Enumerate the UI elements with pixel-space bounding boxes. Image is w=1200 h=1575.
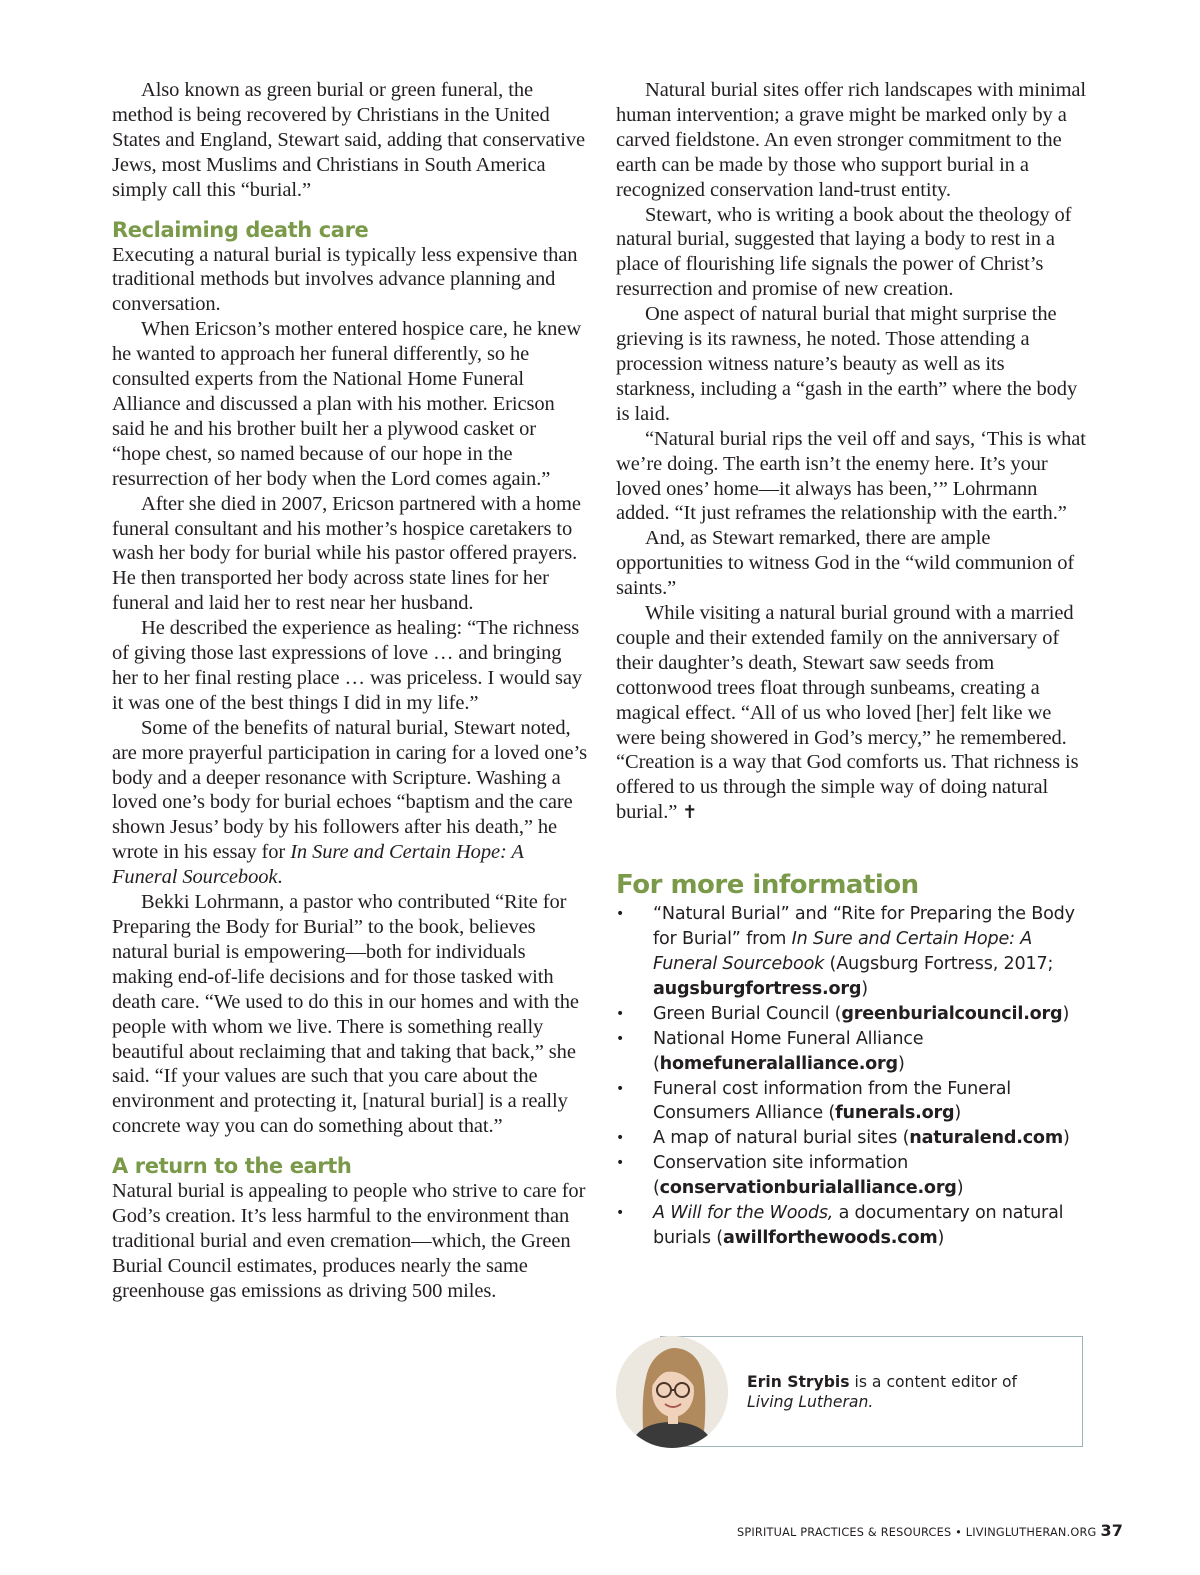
page-number: 37 bbox=[1100, 1521, 1124, 1540]
paragraph-text: While visiting a natural burial ground with a married couple and their extended family on the anniversary of their daughter’s death, Stewart saw seeds from cottonwood trees float through sunbeams, creating a magical effect. “All of us who loved [her] felt like we were being showered in God’s mercy,” he remembered. “Creation is a way that God comforts us. That richness is offered to us through the simple way of doing natural burial.” bbox=[616, 602, 1079, 824]
body-paragraph: “Natural burial rips the veil off and says, ‘This is what we’re doing. The earth isn’t the enemy here. It’s your loved ones’ home—it always has been,’” Lohrmann added. “It just reframes the relationship with the earth.” bbox=[616, 427, 1086, 525]
author-portrait-icon bbox=[616, 1336, 728, 1448]
link-homefuneralalliance[interactable]: homefuneralalliance.org bbox=[659, 1053, 898, 1074]
item-text: ) bbox=[897, 1053, 905, 1074]
item-text: (Augsburg Fortress, 2017; bbox=[824, 954, 1054, 974]
item-text: ) bbox=[954, 1103, 962, 1124]
list-item bbox=[616, 1151, 1088, 1201]
body-paragraph bbox=[616, 601, 1088, 826]
list-item bbox=[616, 1027, 1088, 1077]
item-text: National Home Funeral Alliance ( bbox=[653, 1028, 924, 1074]
item-text: A map of natural burial sites ( bbox=[653, 1128, 910, 1149]
page-footer bbox=[737, 1521, 1123, 1540]
link-naturalend[interactable]: naturalend.com bbox=[909, 1128, 1063, 1149]
item-text: ) bbox=[1062, 1128, 1070, 1149]
link-augsburgfortress[interactable]: augsburgfortress.org bbox=[653, 978, 862, 999]
item-text: ) bbox=[1062, 1003, 1070, 1024]
body-paragraph: When Ericson’s mother entered hospice care, he knew he wanted to approach her funeral differently, so he consulted experts from the National Home Funeral Alliance and discussed a plan with his mother. Ericson said he and his brother built her a plywood casket or “hope chest, so named because of our hope in the resurrection of her body when the Lord comes again.” bbox=[112, 318, 582, 490]
item-text: “Natural Burial” and “Rite for Preparing the Body for Burial” from bbox=[653, 904, 1075, 950]
author-name: Erin Strybis bbox=[747, 1373, 850, 1391]
list-item bbox=[616, 1126, 1088, 1151]
footer-section: SPIRITUAL PRACTICES & RESOURCES bbox=[737, 1526, 952, 1539]
body-paragraph: Also known as green burial or green funeral, the method is being recovered by Christians in the United States and England, Stewart said, adding that conservative Jews, most Muslims and Christians in South America simply call this “burial.” bbox=[112, 79, 585, 201]
publication-name: Living Lutheran. bbox=[747, 1393, 874, 1411]
body-paragraph: Stewart, who is writing a book about the theology of natural burial, suggested that laying a body to rest in a place of flourishing life signals the power of Christ’s resurrection and promise of new creation. bbox=[616, 203, 1072, 301]
period: . bbox=[277, 866, 283, 889]
book-title: In Sure and Certain Hope: A Funeral Sourcebook bbox=[112, 841, 524, 889]
body-paragraph: Natural burial is appealing to people who strive to care for God’s creation. It’s less harmful to the environment than traditional burial and even cremation—which, the Green Burial Council estimates, produces nearly the same greenhouse gas emissions as driving 500 miles. bbox=[112, 1180, 586, 1302]
left-column bbox=[112, 78, 587, 1304]
item-text: Funeral cost information from the Funeral Consumers Alliance ( bbox=[653, 1078, 1011, 1124]
list-item bbox=[616, 902, 1088, 1002]
body-paragraph: One aspect of natural burial that might surprise the grieving is its rawness, he noted. Those attending a procession witness nature’s beauty as well as its starkness, including a “gash in the earth” where the body is laid. bbox=[616, 303, 1078, 425]
list-item bbox=[616, 1201, 1088, 1251]
item-text: Green Burial Council ( bbox=[653, 1003, 842, 1024]
more-info-list bbox=[616, 902, 1088, 1251]
portrait-drawing bbox=[616, 1336, 728, 1448]
paragraph-text: Some of the benefits of natural burial, Stewart noted, are more prayerful participation in caring for a loved one’s body and a deeper resonance with Scripture. Washing a loved one’s body for burial echoes “baptism and the care shown Jesus’ body by his followers after his death,” he wrote in his essay for bbox=[112, 716, 587, 864]
link-awillforthewoods[interactable]: awillforthewoods.com bbox=[722, 1227, 938, 1248]
section-heading-return: A return to the earth bbox=[112, 1154, 352, 1179]
link-conservationburialalliance[interactable]: conservationburialalliance.org bbox=[659, 1178, 957, 1199]
item-text: ) bbox=[937, 1227, 945, 1248]
body-paragraph: He described the experience as healing: “The richness of giving those last expressions of love … and bringing her to her final resting place … was priceless. I would say it was one of the best things I did in my life.” bbox=[112, 617, 583, 714]
author-bio-text bbox=[747, 1372, 1067, 1412]
more-info-heading: For more information bbox=[616, 870, 919, 901]
body-paragraph: Bekki Lohrmann, a pastor who contributed “Rite for Preparing the Body for Burial” to the book, believes natural burial is empowering—both for individuals making end-of-life decisions and for those tasked with death care. “We used to do this in our homes and with the people with whom we live. There is something really beautiful about reclaiming that and taking that back,” she said. “If your values are such that you care about the environment and protecting it, [natural burial] is a really concrete way you can do something about that.” bbox=[112, 891, 579, 1138]
list-item bbox=[616, 1002, 1088, 1027]
body-paragraph: And, as Stewart remarked, there are ample opportunities to witness God in the “wild communion of saints.” bbox=[616, 527, 1075, 600]
cross-icon: ✝ bbox=[682, 802, 698, 824]
item-text: a documentary on natural burials ( bbox=[653, 1203, 1064, 1248]
body-paragraph: Natural burial sites offer rich landscapes with minimal human intervention; a grave might be marked only by a carved fieldstone. An even stronger commitment to the earth can be made by those who support burial in a recognized conservation land-trust entity. bbox=[616, 79, 1087, 201]
link-greenburialcouncil[interactable]: greenburialcouncil.org bbox=[841, 1003, 1063, 1024]
body-paragraph bbox=[112, 716, 587, 890]
link-funerals[interactable]: funerals.org bbox=[835, 1103, 955, 1124]
body-paragraph: Executing a natural burial is typically less expensive than traditional methods but involves advance planning and conversation. bbox=[112, 243, 578, 316]
film-title: A Will for the Woods, bbox=[653, 1203, 834, 1224]
item-text: Conservation site information ( bbox=[653, 1153, 909, 1199]
footer-site: LIVINGLUTHERAN.ORG bbox=[965, 1526, 1097, 1539]
item-text: ) bbox=[861, 978, 868, 999]
section-heading-reclaiming: Reclaiming death care bbox=[112, 217, 369, 242]
footer-separator: • bbox=[951, 1526, 966, 1539]
list-item bbox=[616, 1077, 1088, 1127]
body-paragraph: After she died in 2007, Ericson partnered with a home funeral consultant and his mother’s hospice caretakers to wash her body for burial while his pastor offered prayers. He then transported her body across state lines for her funeral and laid her to rest near her husband. bbox=[112, 492, 581, 615]
item-text: ) bbox=[956, 1178, 964, 1199]
bio-text: is a content editor of bbox=[849, 1373, 1017, 1391]
book-title: In Sure and Certain Hope: A Funeral Sourcebook bbox=[653, 929, 1033, 974]
right-column bbox=[616, 78, 1088, 1251]
